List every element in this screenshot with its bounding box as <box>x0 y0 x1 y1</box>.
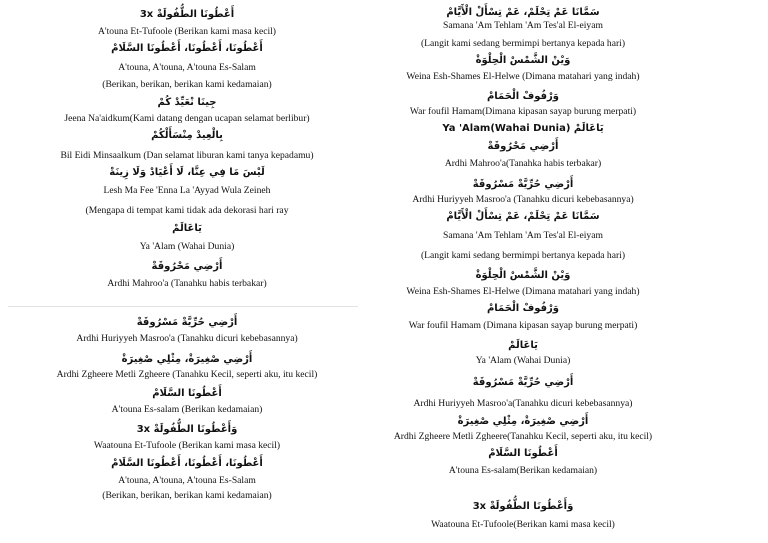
lyric-line: Ardhi Huriyyeh Masroo'a (Tanahku dicuri kebebasannya) <box>412 194 634 205</box>
lyric-line: Weina Esh-Shames El-Helwe (Dimana matahari yang indah) <box>406 71 640 82</box>
lyric-line: Ardhi Huriyyeh Masroo'a (Tanahku dicuri kebebasannya) <box>76 333 298 344</box>
arabic-lyric-line: سَمَّانَا عَمْ تِحْلَمْ، عَمْ تِسْأَلْ الْأَيَّامْ <box>446 211 600 222</box>
arabic-lyric-line: وَيْنْ الشَّمْسْ الْحِلْوَةْ <box>475 55 571 66</box>
lyric-line: Ardhi Huriyyeh Masroo'a(Tanahku dicuri kebebasannya) <box>413 398 633 409</box>
arabic-lyric-line: أَعْطُونَا، أَعْطُونَا، أَعْطُونَا السَّلَامْ <box>111 43 263 54</box>
lyric-line: Ardhi Zgheere Metli Zgheere (Tanahku Kecil, seperti aku, itu kecil) <box>56 369 318 380</box>
lyric-line: Lesh Ma Fee 'Enna La 'Ayyad Wula Zeineh <box>103 185 271 196</box>
arabic-lyric-line: أَعْطُونَا السَّلَامْ <box>152 388 222 399</box>
lyric-line: Ya 'Alam (Wahai Dunia) <box>139 241 235 252</box>
arabic-lyric-line: أَرْضِي حُرِّيَّةْ مَسْرُوقَةْ <box>136 317 238 328</box>
lyric-line: A'touna Es-salam (Berikan kedamaian) <box>111 404 263 415</box>
arabic-lyric-line: أَرْضِي مَحْرُوقَةْ <box>487 141 559 152</box>
arabic-lyric-line: أَرْضِي صْغِيرَةْ، مِثْلِي صْغِيرَةْ <box>457 416 589 427</box>
lyric-line: Samana 'Am Tehlam 'Am Tes'al El-eiyam <box>443 230 603 241</box>
arabic-lyric-line: يَاعَالَمْ <box>508 340 538 351</box>
arabic-lyric-line: جِينَا نْعَيِّدْ كُمْ <box>157 97 217 108</box>
arabic-lyric-line: أَرْضِي صْغِيرَةْ، مِثْلِي صْغِيرَةْ <box>121 354 253 365</box>
lyric-line: Ya 'Alam (Wahai Dunia) <box>475 355 571 366</box>
section-divider <box>8 306 358 307</box>
lyric-line: Jeena Na'aidkum(Kami datang dengan ucapan selamat berlibur) <box>64 113 310 124</box>
arabic-lyric-line: يَاعَالَمْ <box>172 223 202 234</box>
arabic-lyric-line: Ya 'Alam(Wahai Dunia) يَاعَالَمْ <box>442 123 604 134</box>
arabic-lyric-line: أَعْطُونَا السَّلَامْ <box>488 448 558 459</box>
lyric-line: War foufil Hamam(Dimana kipasan sayap burung merpati) <box>409 106 637 117</box>
lyric-line: Ardhi Mahroo'a (Tanahku habis terbakar) <box>107 278 267 289</box>
lyric-line: Bil Eidi Minsaalkum (Dan selamat liburan kami tanya kepadamu) <box>60 150 314 161</box>
lyric-line: (Langit kami sedang bermimpi bertanya kepada hari) <box>420 38 626 49</box>
right-column <box>388 0 768 543</box>
arabic-lyric-line: وَرْفُوفْ الْحَمَامْ <box>486 91 560 102</box>
lyric-line: War foufil Hamam (Dimana kipasan sayap burung merpati) <box>408 320 638 331</box>
lyric-line: A'touna Es-salam(Berikan kedamaian) <box>448 465 598 476</box>
arabic-lyric-line: أَعْطُونَا الطُّفُولَةْ 3x <box>139 9 235 20</box>
lyric-line: A'touna, A'touna, A'touna Es-Salam <box>118 62 256 73</box>
lyric-line: (Langit kami sedang bermimpi bertanya kepada hari) <box>420 250 626 261</box>
lyric-line: Waatouna Et-Tufoole (Berikan kami masa kecil) <box>93 440 281 451</box>
arabic-lyric-line: سَمَّانَا عَمْ تِحْلَمْ، عَمْ تِسْأَلْ الْأَيَّامْ <box>446 7 600 18</box>
arabic-lyric-line: أَرْضِي حُرِّيَّةْ مَسْرُوقَةْ <box>472 377 574 388</box>
arabic-lyric-line: وَأَعْطُونَا الطُّفُولَةْ 3x <box>136 424 238 435</box>
arabic-lyric-line: أَعْطُونَا، أَعْطُونَا، أَعْطُونَا السَّلَامْ <box>111 458 263 469</box>
lyric-line: A'touna Et-Tufoole (Berikan kami masa kecil) <box>97 26 276 37</box>
lyric-line: Weina Esh-Shames El-Helwe (Dimana matahari yang indah) <box>406 286 640 297</box>
lyric-line: A'touna, A'touna, A'touna Es-Salam <box>118 475 256 486</box>
arabic-lyric-line: وَأَعْطُونَا الطُّفُولَةْ 3x <box>472 501 574 512</box>
lyric-line: Ardhi Mahroo'a(Tanahka habis terbakar) <box>444 158 602 169</box>
arabic-lyric-line: أَرْضِي مَحْرُوقَةْ <box>151 261 223 272</box>
arabic-lyric-line: وَرْفُوفْ الْحَمَامْ <box>486 303 560 314</box>
lyric-line: (Mengapa di tempat kami tidak ada dekorasi hari ray <box>85 205 289 216</box>
lyric-line: Ardhi Zgheere Metli Zgheere(Tanahku Kecil, seperti aku, itu kecil) <box>393 431 653 442</box>
arabic-lyric-line: وَيْنْ الشَّمْسْ الْحِلْوَةْ <box>475 270 571 281</box>
arabic-lyric-line: لَيْسَ مَا فِي عِنَّا، لَا أَعْيَادْ وَلَا زِينَةْ <box>109 167 265 178</box>
lyric-line: (Berikan, berikan, berikan kami kedamaian) <box>102 490 272 501</box>
arabic-lyric-line: بِالْعِيدْ مِنْسَأَلْكُمْ <box>151 130 223 141</box>
lyric-line: Samana 'Am Tehlam 'Am Tes'al El-eiyam <box>443 20 603 31</box>
arabic-lyric-line: أَرْضِي حُرِّيَّةْ مَسْرُوقَةْ <box>472 179 574 190</box>
lyric-line: Waatouna Et-Tufoole(Berikan kami masa kecil) <box>431 519 615 530</box>
lyric-line: (Berikan, berikan, berikan kami kedamaian) <box>102 79 272 90</box>
